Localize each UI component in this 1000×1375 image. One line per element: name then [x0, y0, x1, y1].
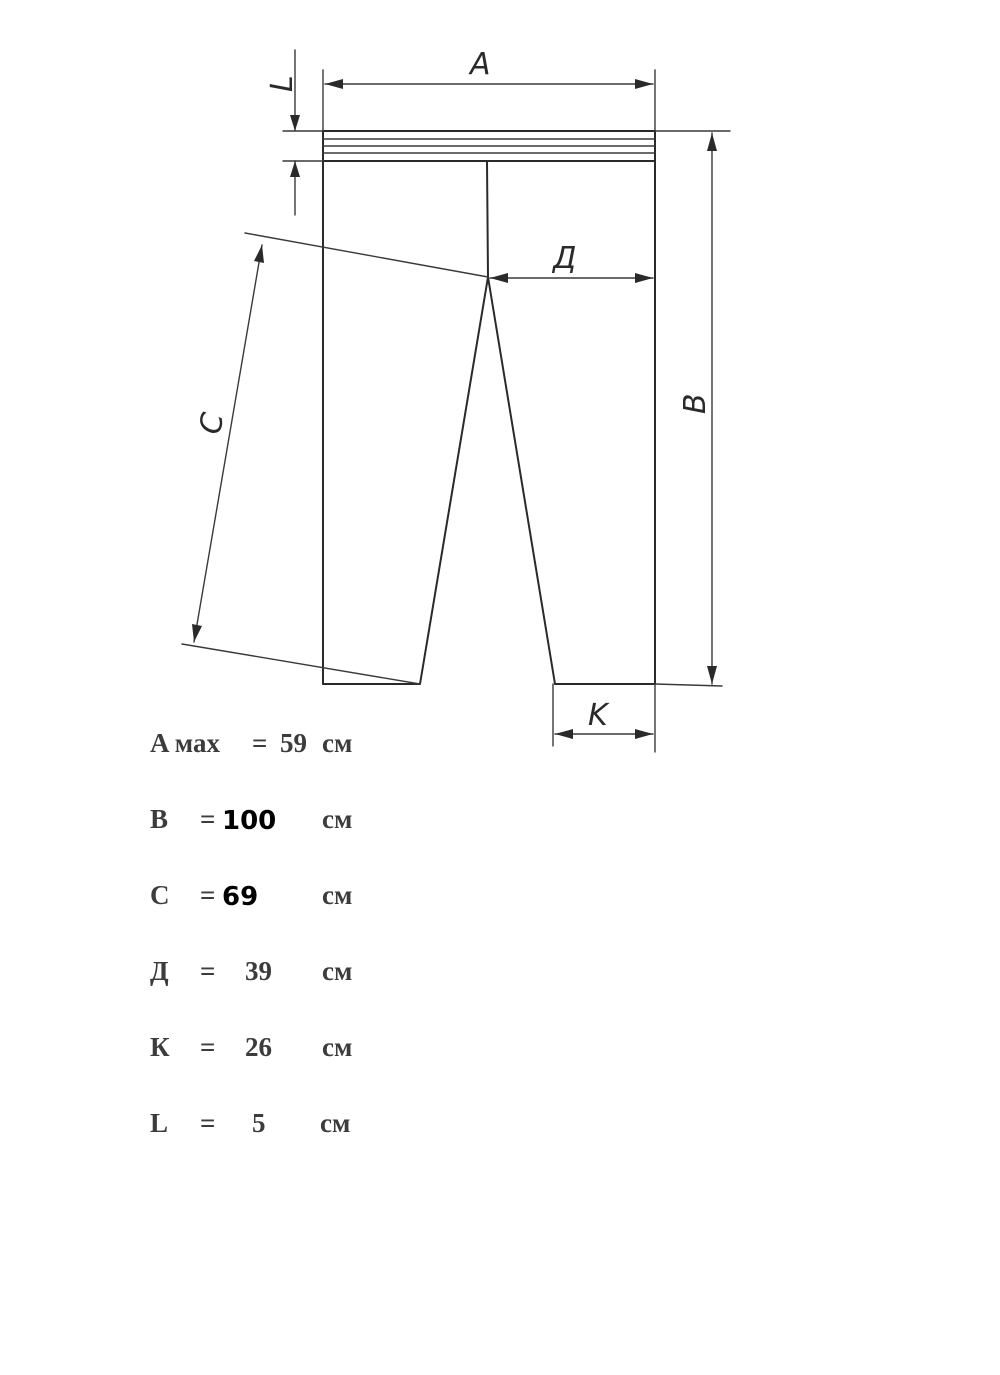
spec-value: 100 [222, 806, 277, 836]
spec-row-b [150, 796, 450, 872]
dimension-l-label: L [265, 75, 300, 92]
spec-equals: = [252, 728, 268, 758]
center-seam [487, 161, 488, 277]
dimension-k-label: K [588, 698, 608, 733]
spec-unit: см [320, 1108, 351, 1138]
spec-value: 69 [222, 882, 259, 912]
spec-row-l [150, 1100, 450, 1176]
spec-row-a [150, 720, 450, 796]
spec-label: A мах [150, 728, 220, 758]
spec-equals: = [200, 1032, 216, 1062]
spec-unit: см [322, 728, 353, 758]
dimension-b [655, 131, 730, 686]
dimension-k [553, 684, 655, 752]
spec-unit: см [322, 1032, 353, 1062]
dimension-d [490, 241, 653, 283]
spec-row-c [150, 872, 450, 948]
dimension-a [323, 47, 655, 131]
spec-unit: см [322, 956, 353, 986]
spec-unit: см [322, 804, 353, 834]
spec-label: К [150, 1032, 170, 1062]
dimension-l [265, 50, 323, 215]
dimension-d-label: Д [553, 241, 577, 276]
spec-equals: = [200, 880, 216, 910]
spec-label: С [150, 880, 170, 910]
dimension-a-label: A [470, 47, 491, 82]
spec-row-d [150, 948, 450, 1024]
dimension-b-label: B [678, 393, 713, 414]
spec-equals: = [200, 1108, 216, 1138]
trousers-outline [323, 131, 655, 684]
spec-value: 39 [245, 956, 272, 986]
spec-value: 26 [245, 1032, 272, 1062]
dimension-c [182, 233, 488, 684]
spec-value: 59 [280, 728, 307, 758]
spec-equals: = [200, 804, 216, 834]
measurement-list [150, 720, 450, 1176]
spec-equals: = [200, 956, 216, 986]
spec-unit: см [322, 880, 353, 910]
left-inseam [420, 277, 488, 684]
spec-value: 5 [252, 1108, 266, 1138]
spec-row-k [150, 1024, 450, 1100]
spec-label: Д [150, 956, 169, 986]
spec-label: L [150, 1108, 169, 1138]
spec-label: В [150, 804, 169, 834]
right-inseam [488, 277, 555, 684]
dimension-c-label: C [193, 410, 232, 437]
